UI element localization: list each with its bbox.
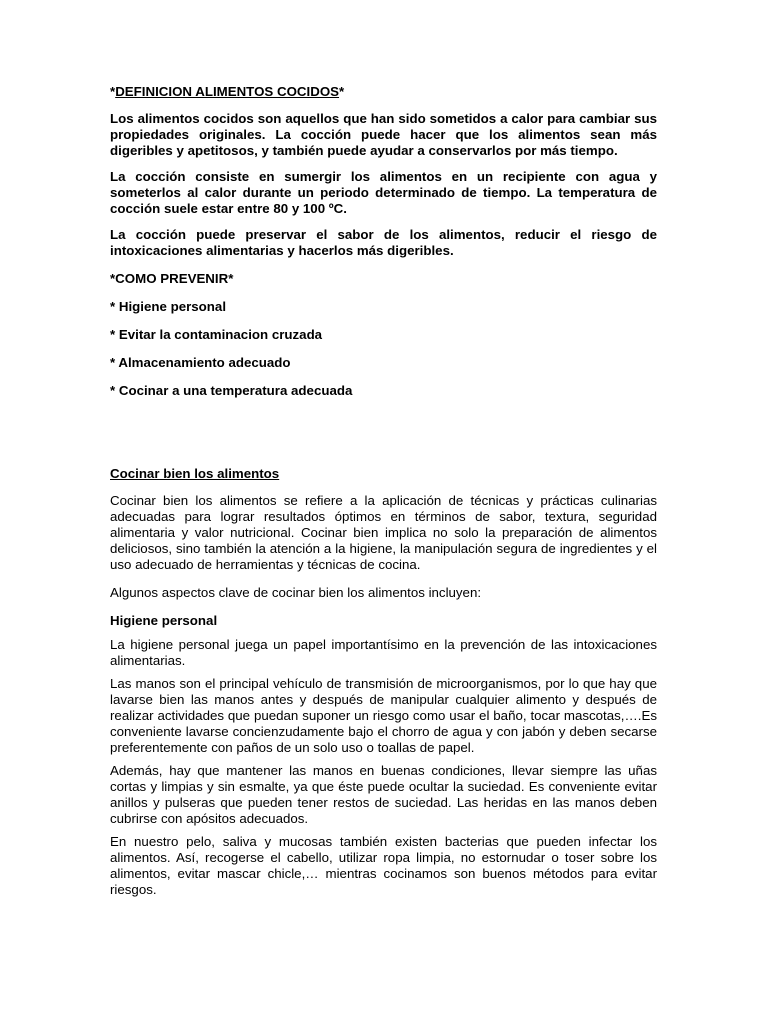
aspects-paragraph: Algunos aspectos clave de cocinar bien los alimentos incluyen: — [110, 585, 482, 600]
prevenir-item: * Cocinar a una temperatura adecuada — [110, 383, 353, 398]
definicion-paragraph-2: La cocción consiste en sumergir los alimentos en un recipiente con agua y someterlos al calor durante un periodo determinado de tiempo. La temperatura de cocción suele estar entre 80 y 100 ºC. — [110, 169, 657, 216]
prevenir-item: * Evitar la contaminacion cruzada — [110, 327, 323, 342]
title-prefix: * — [110, 84, 116, 99]
subheading-higiene: Higiene personal — [110, 613, 218, 628]
higiene-paragraph-4: En nuestro pelo, saliva y mucosas también existen bacterias que pueden infectar los alimentos. Así, recogerse el cabello, utilizar ropa limpia, no estornudar o toser sobre los alimentos, evitar mascar chicle,… mientras cocinamos son buenos métodos para evitar riesgos. — [110, 834, 657, 897]
definicion-paragraph-1: Los alimentos cocidos son aquellos que han sido sometidos a calor para cambiar sus propiedades originales. La cocción puede hacer que los alimentos sean más digeribles y apetitosos, y también puede ayudar a conservarlos por más tiempo. — [110, 111, 657, 158]
higiene-paragraph-3: Además, hay que mantener las manos en buenas condiciones, llevar siempre las uñas cortas y limpias y sin esmalte, ya que éste puede ocultar la suciedad. Es conveniente evitar anillos y pulseras que pueden tener restos de suciedad. Las heridas en las manos deben cubrirse con apósitos adecuados. — [110, 763, 657, 826]
definicion-paragraph-3: La cocción puede preservar el sabor de los alimentos, reducir el riesgo de intoxicaciones alimentarias y hacerlos más digeribles. — [110, 227, 657, 258]
cocinar-intro-paragraph: Cocinar bien los alimentos se refiere a la aplicación de técnicas y prácticas culinarias adecuadas para lograr resultados óptimos en términos de sabor, textura, seguridad alimentaria y valor nutricional. Cocinar bien implica no solo la preparación de alimentos deliciosos, sino también la atención a la higiene, la manipulación segura de ingredientes y el uso adecuado de herramientas y técnicas de cocina. — [110, 493, 657, 572]
prevenir-item: * Almacenamiento adecuado — [110, 355, 291, 370]
section-title-definicion — [110, 84, 657, 100]
title-text: DEFINICION ALIMENTOS COCIDOS — [115, 84, 340, 99]
higiene-paragraph-2: Las manos son el principal vehículo de transmisión de microorganismos, por lo que hay que lavarse bien las manos antes y después de manipular cualquier alimento y después de realizar actividades que puedan suponer un riesgo como usar el baño, tocar mascotas,….Es conveniente lavarse concienzudamente bajo el chorro de agua y con jabón y deben secarse preferentemente con paños de un solo uso o toallas de papel. — [110, 676, 657, 755]
prevenir-item: * Higiene personal — [110, 299, 227, 314]
title-suffix: * — [339, 84, 345, 99]
document-page — [110, 84, 657, 898]
section-title-cocinar: Cocinar bien los alimentos — [110, 466, 280, 481]
higiene-paragraph-1: La higiene personal juega un papel importantísimo en la prevención de las intoxicaciones alimentarias. — [110, 637, 657, 668]
section-title-prevenir: *COMO PREVENIR* — [110, 271, 234, 286]
